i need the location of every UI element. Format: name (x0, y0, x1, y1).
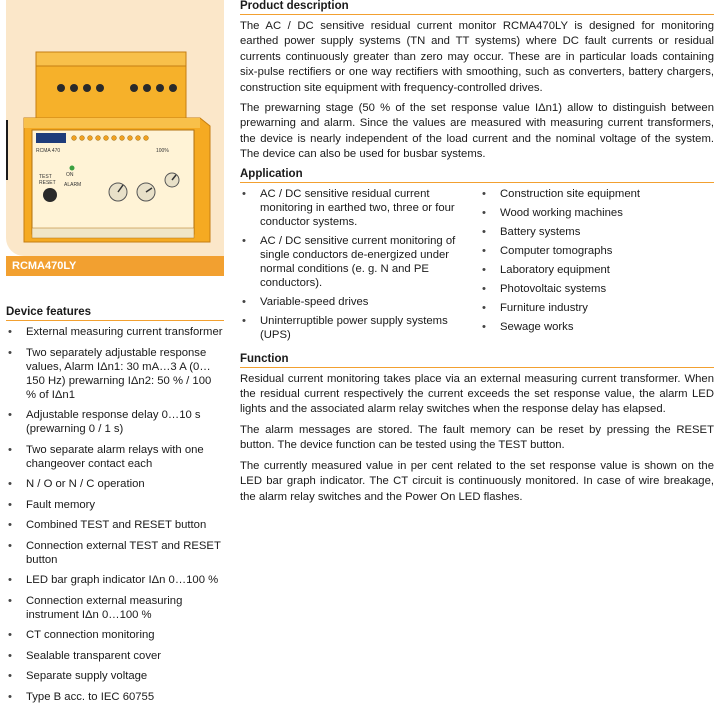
application-item: • Uninterruptible power supply systems (UPS) (240, 314, 472, 342)
application-item: • AC / DC sensitive current monitoring of single conductors de-energized under normal conditions (e. g. N and PE conductors). (240, 234, 472, 290)
feature-item: • Sealable transparent cover (6, 649, 224, 663)
function-paragraph: The currently measured value in per cent related to the set response value is shown on the LED bar graph indicator. The CT circuit is continuously monitored. In case of wire breakage, the alarm relay switches and the Power On LED flashes. (240, 459, 714, 503)
application-item: • Laboratory equipment (480, 263, 712, 277)
device-test-label: TEST (39, 174, 52, 180)
feature-item: • External measuring current transformer (6, 325, 224, 339)
product-caption: RCMA470LY (6, 256, 224, 276)
device-reset-label: RESET (39, 180, 56, 186)
feature-item: • Two separately adjustable response values, Alarm IΔn1: 30 mA…3 A (0…150 Hz) prewarning IΔn2: 50 % / 100 % of IΔn1 (6, 346, 224, 402)
function-heading: Function (240, 353, 714, 368)
device-features-heading: Device features (6, 306, 224, 321)
feature-item: • Type B acc. to IEC 60755 (6, 690, 224, 704)
device-model-label: RCMA 470 (36, 148, 61, 154)
application-heading: Application (240, 168, 714, 183)
product-description-heading: Product description (240, 0, 714, 15)
feature-item: • Fault memory (6, 498, 224, 512)
side-marker (6, 120, 8, 180)
feature-item: • Connection external measuring instrument IΔn 0…100 % (6, 594, 224, 622)
feature-item: • N / O or N / C operation (6, 477, 224, 491)
application-item: • Construction site equipment (480, 187, 712, 201)
feature-item: • Two separate alarm relays with one changeover contact each (6, 443, 224, 471)
feature-item: • LED bar graph indicator IΔn 0…100 % (6, 573, 224, 587)
function-paragraph: Residual current monitoring takes place via an external measuring current transformer. When the residual current respectively the current exceeds the set response value, the alarm LED lights and the associated alarm relay switches when the response delay has elapsed. (240, 372, 714, 416)
feature-item: • Combined TEST and RESET button (6, 518, 224, 532)
application-item: • Sewage works (480, 320, 712, 334)
feature-item: • Adjustable response delay 0…10 s (prewarning 0 / 1 s) (6, 408, 224, 436)
right-column (240, 0, 714, 510)
feature-item: • Connection external TEST and RESET button (6, 539, 224, 567)
product-description-paragraph: The prewarning stage (50 % of the set response value IΔn1) allow to distinguish between prewarning and alarm. Since the values are measured with measuring current transformers, the device is nearly independent of the load current and the nominal voltage of the system. The device can also be used for busbar systems. (240, 102, 714, 161)
feature-item: • Separate supply voltage (6, 669, 224, 683)
product-description-paragraph: The AC / DC sensitive residual current monitor RCMA470LY is designed for monitoring earthed power supply systems (TN and TT systems) where DC fault currents or residual currents continuously greater than zero may occur. These are in particular loads containing six-pulse rectifiers or one way rectifiers with smoothing, such as converters, battery chargers, construction site equipment with frequency-controlled drives. (240, 20, 714, 94)
application-item: • Furniture industry (480, 301, 712, 315)
application-item: • Photovoltaic systems (480, 282, 712, 296)
application-item: • Wood working machines (480, 206, 712, 220)
application-columns (240, 187, 714, 347)
feature-item: • CT connection monitoring (6, 628, 224, 642)
device-percent-label: 100% (156, 148, 169, 154)
device-on-label: ON (66, 172, 74, 178)
application-item: • Computer tomographs (480, 244, 712, 258)
function-paragraph: The alarm messages are stored. The fault memory can be reset by pressing the RESET button. The device function can be tested using the TEST button. (240, 423, 714, 452)
product-photo (6, 0, 224, 256)
application-item: • Variable-speed drives (240, 295, 472, 309)
application-item: • AC / DC sensitive residual current monitoring in earthed two, three or four conductor systems. (240, 187, 472, 229)
device-alarm-label: ALARM (64, 182, 82, 188)
device-illustration (6, 0, 224, 256)
device-features-list (6, 325, 224, 704)
application-item: • Battery systems (480, 225, 712, 239)
left-column (6, 0, 224, 710)
application-list-1 (240, 187, 480, 347)
application-list-2 (480, 187, 712, 347)
